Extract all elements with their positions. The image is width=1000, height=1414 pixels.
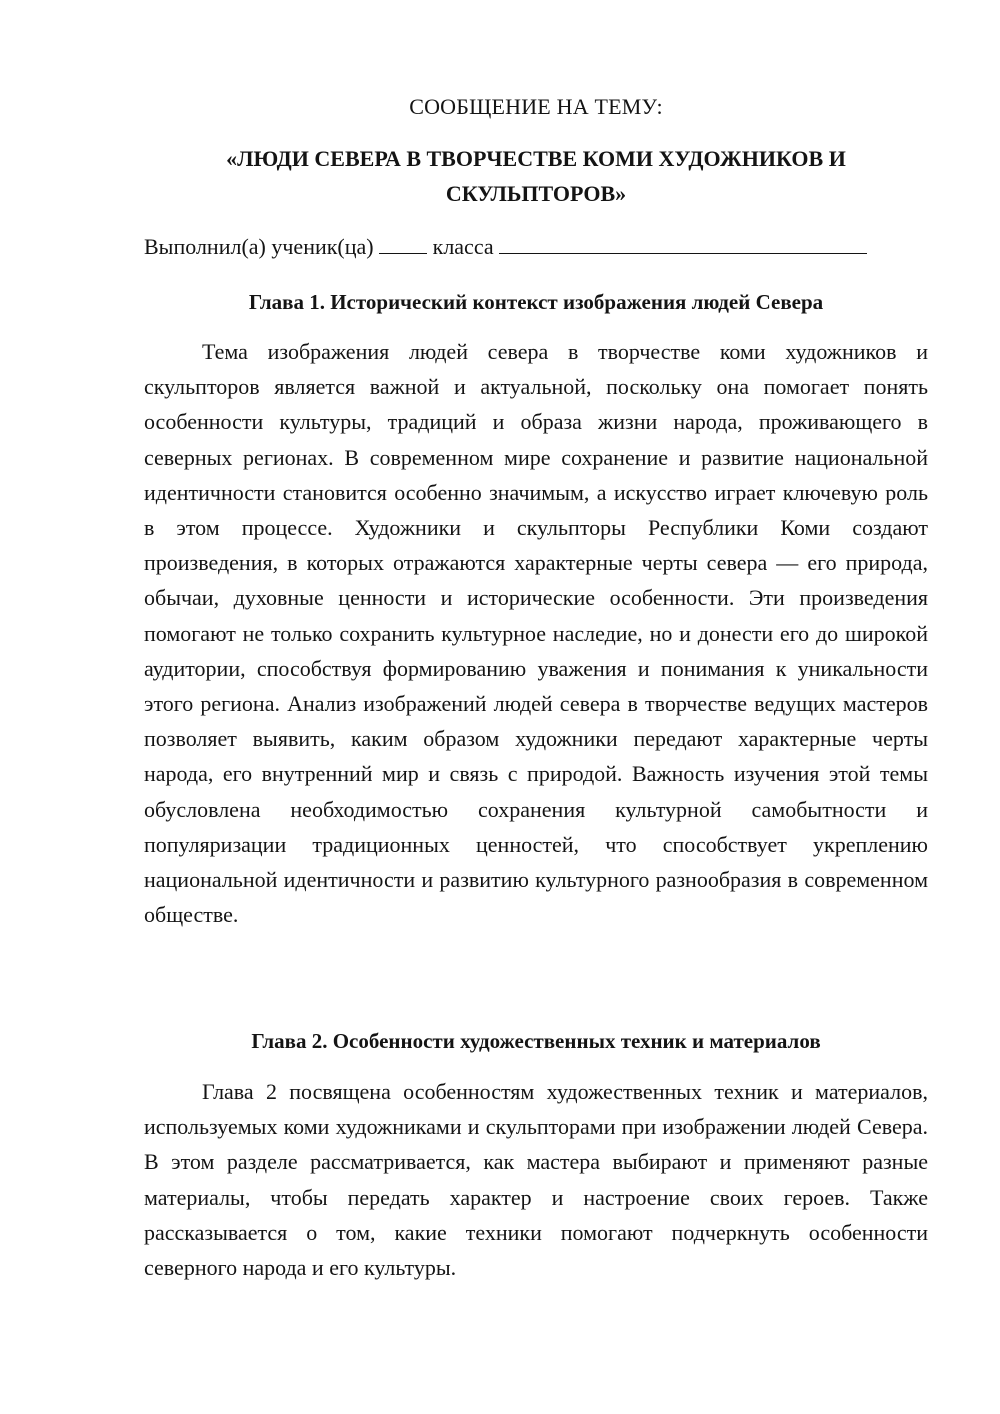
document-title-line-2: СКУЛЬПТОРОВ» — [445, 181, 627, 206]
name-blank — [499, 232, 867, 254]
chapter-1-title: Глава 1. Исторический контекст изображения людей Севера — [248, 290, 824, 314]
chapter-1-text: Тема изображения людей севера в творчестве коми художников и скульпторов является важной и актуальной, поскольку она помогает понять особенности культуры, традиций и образа жизни народа, проживающего в северных регионах. В современном мире сохранение и развитие национальной идентичности становится особенно значимым, а искусство играет ключевую роль в этом процессе. Художники и скульпторы Республики Коми создают произведения, в которых отражаются характерные черты севера — его природа, обычаи, духовные ценности и исторические особенности. Эти произведения помогают не только сохранить культурное наследие, но и донести его до широкой аудитории, способствуя формированию уважения и понимания к уникальности этого региона. Анализ изображений людей севера в творчестве ведущих мастеров позволяет выявить, каким образом художники передают характерные черты народа, его внутренний мир и связь с природой. Важность изучения этой темы обусловлена необходимостью сохранения культурной самобытности и популяризации традиционных ценностей, что способствует укреплению национальной идентичности и развитию культурного разнообразия в современном обществе. — [144, 339, 928, 928]
author-middle: класса — [432, 234, 494, 259]
author-line — [144, 232, 928, 260]
chapter-2-text: Глава 2 посвящена особенностям художественных техник и материалов, используемых коми художниками и скульпторами при изображении людей Севера. В этом разделе рассматривается, как мастера выбирают и применяют разные материалы, чтобы передать характер и настроение своих героев. Также рассказывается о том, какие техники помогают подчеркнуть особенности северного народа и его культуры. — [144, 1079, 928, 1281]
document-title — [144, 141, 928, 211]
author-prefix: Выполнил(а) ученик(ца) — [144, 234, 374, 259]
chapter-2-title: Глава 2. Особенности художественных техник и материалов — [251, 1029, 821, 1053]
grade-blank — [379, 232, 427, 254]
document-title-line-1: «ЛЮДИ СЕВЕРА В ТВОРЧЕСТВЕ КОМИ ХУДОЖНИКОВ И — [226, 146, 846, 171]
document-heading: СООБЩЕНИЕ НА ТЕМУ: — [409, 94, 663, 119]
